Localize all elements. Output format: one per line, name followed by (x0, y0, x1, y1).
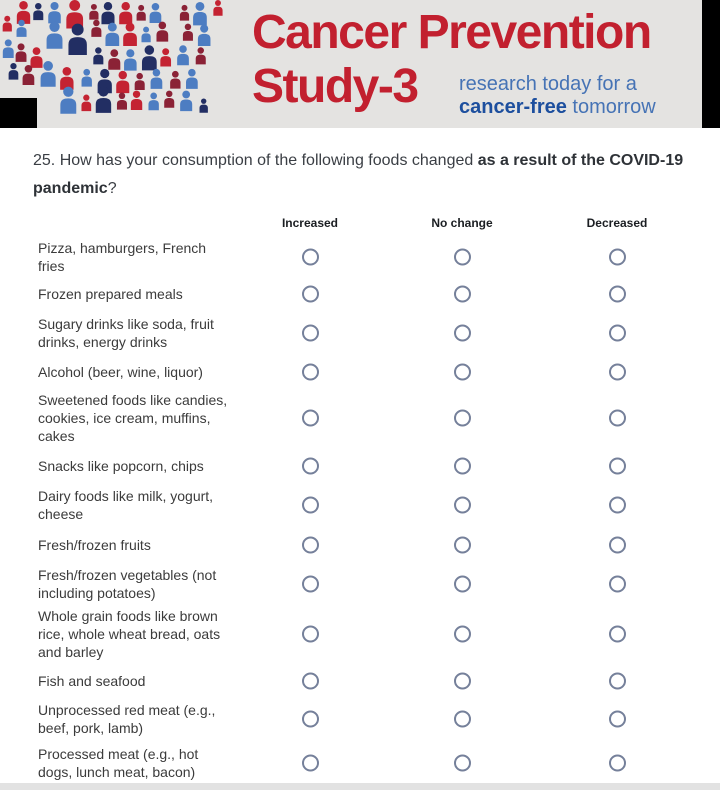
radio-decreased[interactable] (609, 497, 626, 514)
radio-no-change[interactable] (454, 711, 471, 728)
food-row (0, 607, 720, 661)
radio-no-change[interactable] (454, 497, 471, 514)
radio-decreased[interactable] (609, 410, 626, 427)
radio-no-change[interactable] (454, 364, 471, 381)
radio-no-change[interactable] (454, 755, 471, 772)
radio-decreased[interactable] (609, 711, 626, 728)
food-label: Dairy foods like milk, yogurt, cheese (38, 488, 214, 522)
radio-decreased[interactable] (609, 286, 626, 303)
banner-right-black-bar (702, 0, 720, 128)
food-label: Fish and seafood (38, 673, 146, 689)
radio-increased[interactable] (302, 325, 319, 342)
food-row (0, 672, 720, 690)
radio-decreased[interactable] (609, 673, 626, 690)
question-suffix: ? (107, 180, 117, 197)
radio-decreased[interactable] (609, 537, 626, 554)
question-lead: 25. How has your consumption of the following foods changed (33, 152, 478, 169)
tagline-line1: research today for a (459, 73, 637, 95)
food-label: Sweetened foods like candies, cookies, ice cream, muffins, cakes (38, 392, 228, 444)
radio-increased[interactable] (302, 458, 319, 475)
radio-no-change[interactable] (454, 458, 471, 475)
radio-increased[interactable] (302, 626, 319, 643)
food-row (0, 487, 720, 523)
radio-increased[interactable] (302, 286, 319, 303)
tagline-bold-text: cancer-free (459, 96, 567, 118)
food-label: Fresh/frozen vegetables (not including potatoes) (38, 567, 217, 601)
banner-corner-black-block (0, 98, 37, 128)
radio-no-change[interactable] (454, 249, 471, 266)
radio-increased[interactable] (302, 711, 319, 728)
radio-increased[interactable] (302, 537, 319, 554)
food-label: Frozen prepared meals (38, 286, 183, 302)
radio-decreased[interactable] (609, 458, 626, 475)
radio-no-change[interactable] (454, 626, 471, 643)
food-label: Processed meat (e.g., hot dogs, lunch meat, bacon) (38, 746, 199, 780)
radio-increased[interactable] (302, 576, 319, 593)
radio-no-change[interactable] (454, 325, 471, 342)
column-header-no-change: No change (431, 216, 493, 230)
radio-decreased[interactable] (609, 576, 626, 593)
food-label: Fresh/frozen fruits (38, 537, 151, 553)
brand-title-line2: Study-3 (252, 60, 418, 113)
radio-decreased[interactable] (609, 364, 626, 381)
food-label: Alcohol (beer, wine, liquor) (38, 364, 203, 380)
radio-no-change[interactable] (454, 537, 471, 554)
radio-no-change[interactable] (454, 673, 471, 690)
food-row (0, 566, 720, 602)
brand-title-line1: Cancer Prevention (252, 6, 651, 59)
radio-decreased[interactable] (609, 325, 626, 342)
column-header-decreased: Decreased (586, 216, 648, 230)
food-row (0, 745, 720, 781)
radio-increased[interactable] (302, 497, 319, 514)
banner (0, 0, 720, 128)
column-header-increased: Increased (281, 216, 339, 230)
food-row (0, 457, 720, 475)
food-row (0, 285, 720, 303)
food-row (0, 701, 720, 737)
radio-no-change[interactable] (454, 286, 471, 303)
radio-increased[interactable] (302, 249, 319, 266)
radio-increased[interactable] (302, 673, 319, 690)
radio-increased[interactable] (302, 755, 319, 772)
food-row (0, 315, 720, 351)
brand-tagline (459, 73, 656, 119)
question-bold: as a result of the COVID-19 pandemic (33, 152, 684, 197)
food-label: Whole grain foods like brown rice, whole wheat bread, oats and barley (38, 608, 221, 660)
question-text (33, 147, 693, 203)
tagline-line2 (459, 96, 656, 119)
radio-increased[interactable] (302, 410, 319, 427)
radio-no-change[interactable] (454, 410, 471, 427)
radio-decreased[interactable] (609, 249, 626, 266)
radio-increased[interactable] (302, 364, 319, 381)
food-label: Unprocessed red meat (e.g., beef, pork, lamb) (38, 702, 216, 736)
food-label: Snacks like popcorn, chips (38, 458, 204, 474)
food-row (0, 536, 720, 554)
food-row (0, 391, 720, 445)
radio-decreased[interactable] (609, 755, 626, 772)
food-row (0, 363, 720, 381)
next-section-edge (0, 783, 720, 790)
food-label: Pizza, hamburgers, French fries (38, 240, 207, 274)
radio-decreased[interactable] (609, 626, 626, 643)
tagline-rest-text: tomorrow (566, 96, 656, 118)
radio-no-change[interactable] (454, 576, 471, 593)
food-row (0, 239, 720, 275)
food-label: Sugary drinks like soda, fruit drinks, energy drinks (38, 316, 214, 350)
